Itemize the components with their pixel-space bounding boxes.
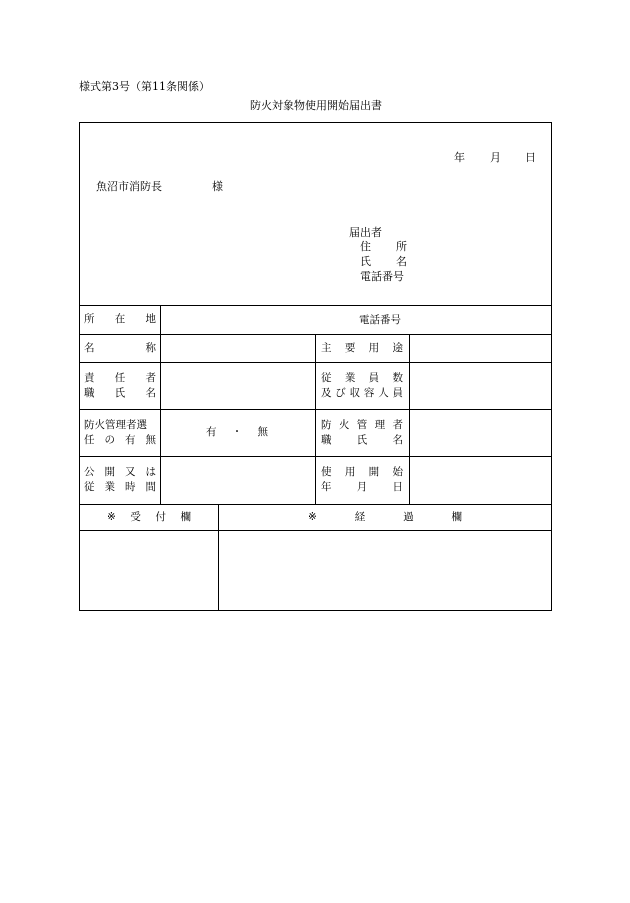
choice-no[interactable]: 無 xyxy=(257,426,268,438)
fire-manager-appointment-label xyxy=(84,409,156,456)
char: 所 xyxy=(84,313,95,325)
business-hours-label xyxy=(84,456,156,504)
char: 年 xyxy=(321,481,332,493)
char: 用 xyxy=(344,466,356,478)
notifier-phone-label: 電話番号 xyxy=(360,270,404,283)
progress-column-header xyxy=(308,504,462,530)
char: 氏 xyxy=(114,386,126,399)
char: 人 xyxy=(378,386,389,399)
char: 職 xyxy=(321,433,332,446)
char: 者 xyxy=(145,371,156,384)
location-label xyxy=(84,305,156,334)
notifier-address-label xyxy=(360,241,407,253)
char: 使 xyxy=(321,466,332,478)
char: 称 xyxy=(145,341,156,354)
choice-separator: ・ xyxy=(231,426,243,438)
char: 日 xyxy=(392,481,403,493)
char: 従 xyxy=(321,371,332,384)
char: 者 xyxy=(392,418,403,431)
char: 職 xyxy=(84,386,95,399)
char: 地 xyxy=(145,313,156,325)
char: 管 xyxy=(356,418,368,431)
addressee-honorific: 様 xyxy=(212,180,223,193)
date-month: 月 xyxy=(490,151,501,164)
char: 理 xyxy=(374,418,386,431)
reception-column-header xyxy=(107,504,191,530)
char: 時 xyxy=(125,481,136,493)
char: の xyxy=(104,433,115,446)
char: 責 xyxy=(84,371,95,384)
char: 収 xyxy=(349,386,361,399)
business-hours-input-area[interactable] xyxy=(161,457,314,503)
char: ※ xyxy=(308,510,317,523)
char: 員 xyxy=(368,371,380,384)
char: 住 xyxy=(360,240,371,253)
char: 過 xyxy=(403,510,414,523)
choice-yes[interactable]: 有 xyxy=(206,426,217,438)
date-year: 年 xyxy=(454,151,465,164)
char: 主 xyxy=(321,341,332,354)
char: 防 xyxy=(321,418,332,431)
char: 業 xyxy=(104,481,115,493)
char: 経 xyxy=(354,510,366,523)
form-title: 防火対象物使用開始届出書 xyxy=(250,99,382,112)
char: 欄 xyxy=(451,510,462,523)
char: 所 xyxy=(396,240,407,253)
char: 用 xyxy=(368,341,380,354)
char: 始 xyxy=(392,466,403,478)
appointment-choice[interactable] xyxy=(206,409,268,456)
location-input-area[interactable] xyxy=(161,306,351,333)
char: 開 xyxy=(368,466,380,478)
char: 名 xyxy=(84,341,95,354)
char: 月 xyxy=(356,481,368,493)
char: び xyxy=(335,386,346,399)
char: 任 xyxy=(84,433,95,446)
main-use-input-area[interactable] xyxy=(410,335,551,361)
char: 又 xyxy=(125,466,136,478)
addressee: 魚沼市消防長 xyxy=(96,180,162,193)
char: 途 xyxy=(392,341,403,354)
char: 氏 xyxy=(356,433,368,446)
column-divider xyxy=(315,334,316,504)
notifier-label: 届出者 xyxy=(349,226,382,239)
char: 業 xyxy=(344,371,356,384)
responsible-person-label xyxy=(84,362,156,409)
char: 氏 xyxy=(360,255,371,268)
char: 要 xyxy=(344,341,356,354)
char: 及 xyxy=(321,386,332,399)
main-use-label xyxy=(321,334,403,362)
reception-area xyxy=(80,531,217,610)
employees-input-area[interactable] xyxy=(410,363,551,408)
employees-label xyxy=(321,362,403,409)
date-day: 日 xyxy=(525,151,536,164)
char: 無 xyxy=(145,433,156,446)
responsible-person-input-area[interactable] xyxy=(161,363,314,408)
char: 在 xyxy=(114,313,126,325)
char: 間 xyxy=(145,481,156,493)
char: 公 xyxy=(84,466,95,478)
label-line: 防火管理者選 xyxy=(84,418,147,431)
name-label xyxy=(84,334,156,362)
form-number: 様式第3号（第11条関係） xyxy=(79,80,210,93)
char: ※ xyxy=(107,510,116,523)
char: 容 xyxy=(363,386,375,399)
char: 員 xyxy=(392,386,403,399)
char: 名 xyxy=(396,255,407,268)
char: 受 xyxy=(130,510,141,523)
char: 付 xyxy=(155,510,166,523)
char: 数 xyxy=(392,371,403,384)
fire-manager-name-label xyxy=(321,409,403,456)
char: 火 xyxy=(338,418,350,431)
fire-manager-name-input-area[interactable] xyxy=(410,410,551,455)
progress-area xyxy=(219,531,551,610)
notifier-name-label xyxy=(360,256,407,268)
char: 開 xyxy=(104,466,115,478)
use-start-date-input-area[interactable] xyxy=(410,457,551,503)
char: 任 xyxy=(114,371,126,384)
char: 名 xyxy=(145,386,156,399)
char: 有 xyxy=(125,433,136,446)
char: 従 xyxy=(84,481,95,493)
location-phone-label: 電話番号 xyxy=(359,314,401,326)
use-start-date-label xyxy=(321,456,403,504)
name-input-area[interactable] xyxy=(161,335,314,361)
char: 名 xyxy=(392,433,403,446)
char: 欄 xyxy=(180,510,191,523)
char: は xyxy=(145,466,156,478)
